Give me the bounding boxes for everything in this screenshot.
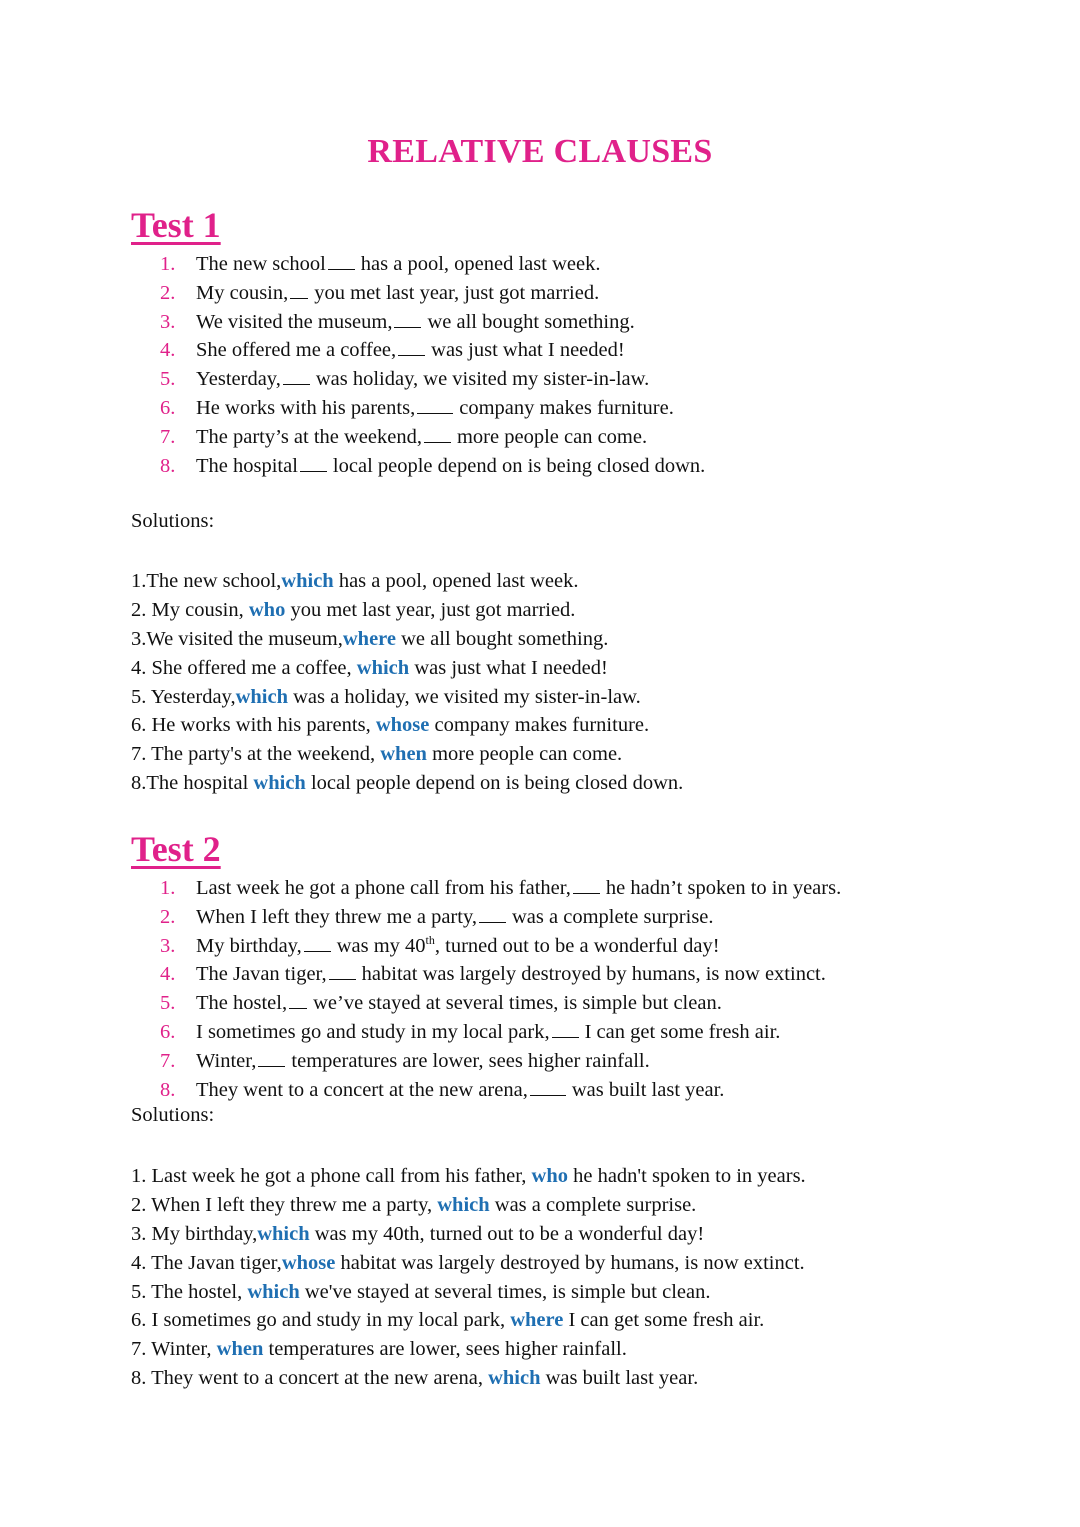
test-2-question-list [160,874,841,1104]
solution-answer: which [488,1367,541,1390]
solution-item [131,1249,806,1278]
answer-blank [283,365,310,385]
question-text-after: was holiday, we visited my sister-in-law. [315,368,650,391]
question-text-before: They went to a concert at the new arena, [196,1078,528,1101]
solution-text-after: temperatures are lower, sees higher rainfall. [263,1338,627,1361]
solution-text-before: 8.The hospital [131,772,254,795]
question-item [160,250,705,279]
question-item [160,903,841,932]
solution-text-after: was a complete surprise. [489,1193,697,1216]
solution-text-before: 4. The Javan tiger, [131,1251,282,1274]
question-text-before: Yesterday, [196,368,281,391]
solution-text-before: 1. Last week he got a phone call from his father, [131,1165,532,1187]
solution-answer: which [235,685,288,708]
answer-blank [304,932,331,952]
question-text-after: temperatures are lower, sees higher rainfall. [291,1049,650,1072]
solution-answer: which [356,656,410,679]
question-text-before: Last week he got a phone call from his father, [196,877,571,899]
answer-blank [290,279,308,299]
question-text [196,1018,780,1047]
solution-answer: whose [375,714,430,737]
question-number: 4. [160,963,176,986]
question-item [160,365,705,394]
question-item [160,1047,841,1076]
question-text [196,279,599,308]
question-text-before: My cousin, [196,281,289,304]
solution-answer: where [510,1309,564,1332]
solution-text-before: 2. My cousin, [131,598,249,621]
question-text [196,250,600,279]
solution-item [131,567,683,596]
answer-blank [530,1076,566,1096]
solution-item [131,1278,806,1307]
answer-blank [258,1047,285,1067]
solution-text-before: 6. He works with his parents, [131,714,376,737]
test-2-solutions-label: Solutions: [131,1104,215,1126]
question-item [160,423,705,452]
question-text [196,874,841,903]
question-text [196,960,826,989]
solution-text-after: you met last year, just got married. [285,598,576,621]
test-1-solution-list [131,567,683,798]
solution-item [131,654,683,683]
question-item [160,989,841,1018]
question-text [196,932,720,961]
question-text-after: has a pool, opened last week. [360,253,601,275]
question-text-before: The hostel, [196,992,288,1015]
question-text [196,423,647,452]
solution-text-before: 7. Winter, [131,1338,217,1361]
solution-item [131,1335,806,1364]
question-text-after: local people depend on is being closed down. [332,454,706,477]
test-2-heading: Test 2 [131,829,221,869]
solution-answer: who [248,598,286,621]
answer-blank [328,250,355,270]
solution-text-after: I can get some fresh air. [563,1309,765,1332]
solution-item [131,740,683,769]
question-number: 7. [160,1049,176,1072]
question-item [160,394,705,423]
question-text [196,989,722,1018]
solution-text-after: more people can come. [426,743,623,766]
solution-item [131,1306,806,1335]
answer-blank [573,874,600,894]
question-item [160,1076,841,1105]
question-number: 5. [160,368,176,391]
question-text-after: more people can come. [456,425,648,448]
solution-text-before: 4. She offered me a coffee, [131,656,357,679]
answer-blank [300,452,327,472]
solution-text-after: has a pool, opened last week. [333,570,579,592]
solution-answer: which [253,772,306,795]
question-text-before: The party’s at the weekend, [196,425,422,448]
question-item [160,336,705,365]
answer-blank [394,308,421,328]
question-text-before: We visited the museum, [196,310,393,333]
solution-text-after: company makes furniture. [429,714,650,737]
question-text-after: , turned out to be a wonderful day! [434,934,720,957]
solution-text-before: 1.The new school, [131,570,282,592]
solution-text-after: we've stayed at several times, is simple but clean. [299,1280,711,1303]
question-text [196,336,625,365]
answer-blank [398,336,425,356]
question-item [160,279,705,308]
solution-answer: when [216,1338,264,1361]
question-text-before: She offered me a coffee, [196,339,397,362]
question-number: 2. [160,281,176,304]
question-text-after: he hadn’t spoken to in years. [605,877,842,899]
question-number: 3. [160,310,176,333]
question-text-before: The hospital [196,454,298,477]
question-number: 3. [160,934,176,957]
question-text [196,1076,724,1105]
question-text-after: company makes furniture. [459,396,674,419]
test-2-solution-list [131,1162,806,1393]
question-text [196,365,649,394]
solution-text-after: was my 40th, turned out to be a wonderful day! [309,1222,705,1245]
question-text-before: The Javan tiger, [196,963,327,986]
solution-answer: which [437,1193,490,1216]
test-1-solutions-label: Solutions: [131,510,215,532]
question-text-before: The new school [196,253,326,275]
solution-item [131,1220,806,1249]
question-item [160,932,841,961]
solution-answer: which [257,1222,310,1245]
question-text-before: When I left they threw me a party, [196,905,477,928]
solution-answer: whose [281,1251,336,1274]
answer-blank [289,989,307,1009]
answer-blank [424,423,451,443]
solution-text-after: habitat was largely destroyed by humans, is now extinct. [335,1251,805,1274]
question-number: 7. [160,425,176,448]
solution-item [131,769,683,798]
solution-text-after: was just what I needed! [409,656,608,679]
question-text [196,308,635,337]
solution-text-before: 7. The party's at the weekend, [131,743,381,766]
question-text-after: habitat was largely destroyed by humans, is now extinct. [361,963,826,986]
question-text-before: He works with his parents, [196,396,416,419]
question-item [160,874,841,903]
solution-answer: where [342,627,396,650]
question-item [160,452,705,481]
answer-blank [479,903,506,923]
solution-text-before: 5. The hostel, [131,1280,248,1303]
question-text [196,394,674,423]
solution-text-before: 3. My birthday, [131,1222,258,1245]
solution-item [131,1364,806,1393]
solution-text-after: we all bought something. [396,627,609,650]
solution-text-after: was a holiday, we visited my sister-in-law. [288,685,641,708]
solution-answer: which [247,1280,300,1303]
solution-answer: who [531,1165,568,1187]
question-item [160,960,841,989]
solution-text-after: local people depend on is being closed down. [305,772,684,795]
solution-item [131,1191,806,1220]
question-text [196,903,714,932]
solution-answer: when [380,743,427,766]
ordinal-suffix: th [425,932,435,947]
answer-blank [329,960,356,980]
question-text-before: My birthday, [196,934,302,957]
question-number: 5. [160,992,176,1015]
question-text-after: we all bought something. [427,310,635,333]
question-text [196,1047,650,1076]
solution-text-after: he hadn't spoken to in years. [567,1165,806,1187]
question-number: 4. [160,339,176,362]
question-number: 6. [160,396,176,419]
solution-item [131,711,683,740]
question-text-after: I can get some fresh air. [584,1020,781,1043]
question-number: 8. [160,454,176,477]
solution-text-after: was built last year. [540,1367,699,1390]
question-text [196,452,705,481]
solution-text-before: 6. I sometimes go and study in my local park, [131,1309,511,1332]
question-number: 8. [160,1078,176,1101]
solution-text-before: 3.We visited the museum, [131,627,343,650]
solution-item [131,1162,806,1191]
question-number: 2. [160,905,176,928]
question-text-after: was a complete surprise. [512,905,714,928]
solution-item [131,596,683,625]
question-number: 6. [160,1020,176,1043]
solution-text-before: 5. Yesterday, [131,685,236,708]
question-text-after: you met last year, just got married. [314,281,600,304]
solution-item [131,683,683,712]
question-text-after: was my 40 [336,934,426,957]
question-item [160,1018,841,1047]
question-text-after: was built last year. [571,1078,725,1101]
question-number: 1. [160,877,176,899]
question-text-after: was just what I needed! [431,339,625,362]
question-text-before: Winter, [196,1049,257,1072]
page-title: RELATIVE CLAUSES [367,133,713,170]
solution-text-before: 8. They went to a concert at the new arena, [131,1367,489,1390]
solution-item [131,625,683,654]
question-item [160,308,705,337]
test-1-heading: Test 1 [131,205,221,245]
answer-blank [552,1018,579,1038]
answer-blank [417,394,453,414]
question-number: 1. [160,253,176,275]
test-1-question-list [160,250,705,480]
question-text-after: we’ve stayed at several times, is simple but clean. [313,992,722,1015]
solution-text-before: 2. When I left they threw me a party, [131,1193,438,1216]
solution-answer: which [281,570,334,592]
question-text-before: I sometimes go and study in my local park, [196,1020,550,1043]
